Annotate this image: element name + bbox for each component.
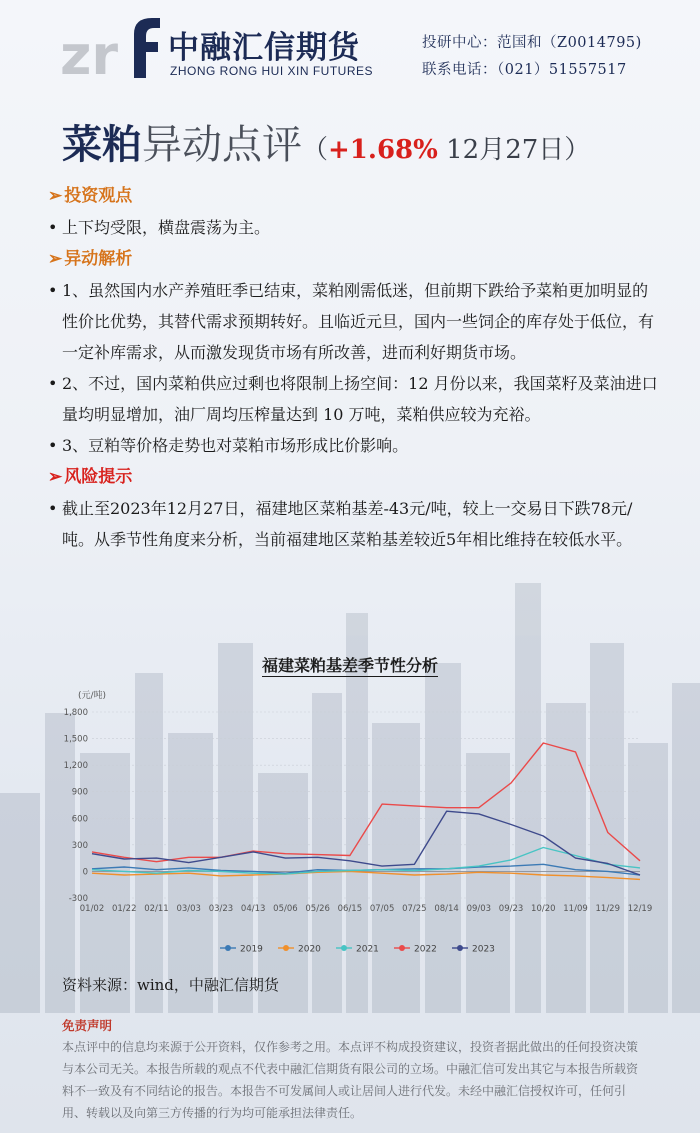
series-line-2023 [92, 811, 640, 875]
y-tick-label: 1,200 [63, 761, 88, 772]
x-tick-label: 01/22 [111, 904, 137, 914]
header [0, 0, 700, 95]
report-body [48, 180, 664, 555]
x-tick-label: 03/03 [176, 904, 201, 914]
x-tick-label: 09/03 [466, 904, 492, 914]
analysis-item-1: • 1、虽然国内水产养殖旺季已结束，菜粕刚需低迷，但前期下跌给予菜粕更加明显的性价比优势，其替代需求预期转好。且临近元旦，国内一些饲企的库存处于低位，有一定补库需求，从而激发现货市场有所改善，进而利好期货市场。 [48, 275, 664, 368]
legend-swatch-dot [341, 945, 347, 951]
risk-heading: ➢ 风险提示 [48, 467, 133, 487]
disclaimer-title: 免责声明 [62, 1018, 113, 1033]
y-tick-label: 300 [71, 840, 88, 851]
analysis-item-2: • 2、不过，国内菜粕供应过剩也将限制上扬空间：12 月份以来，我国菜籽及菜油进口量均明显增加，油厂周均压榨量达到 10 万吨，菜粕供应较为充裕。 [48, 368, 664, 430]
legend-label-2021: 2021 [356, 944, 379, 955]
y-tick-label: 900 [71, 787, 88, 798]
legend-label-2020: 2020 [298, 944, 321, 955]
x-tick-label: 04/13 [240, 904, 266, 914]
y-tick-label: 600 [71, 814, 88, 825]
legend-swatch-dot [399, 945, 405, 951]
company-name-en: ZHONG RONG HUI XIN FUTURES [170, 64, 374, 78]
analysis-item-3: • 3、豆粕等价格走势也对菜粕市场形成比价影响。 [48, 430, 664, 461]
view-item: • 上下均受限，横盘震荡为主。 [48, 212, 664, 243]
x-tick-label: 08/14 [434, 904, 459, 914]
title-date: 12月27日） [437, 135, 591, 165]
arrow-icon: ➢ [48, 249, 63, 269]
title-kind: 异动点评 [142, 122, 302, 168]
title-change: +1.68% [328, 135, 438, 165]
basis-seasonal-chart [58, 680, 653, 965]
zrf-logo-icon [60, 12, 160, 87]
analyst-line: 投研中心：范国和（Z0014795) [422, 35, 642, 51]
x-tick-label: 01/02 [79, 904, 105, 914]
legend-label-2023: 2023 [472, 944, 495, 955]
disclaimer-text: 本点评中的信息均来源于公开资料，仅作参考之用。本点评不构成投资建议，投资者据此做出的任何投资决策与本公司无关。本报告所载的观点不代表中融汇信期货有限公司的立场。中融汇信可发出其它与本报告所载资料不一致及有不同结论的报告。本报告不可发属间人或让居间人进行代发。未经中融汇信授权许可，任何引用、转载以及向第三方传播的行为均可能承担法律责任。 [62, 1040, 639, 1120]
contact-info [422, 30, 642, 84]
legend-swatch-dot [457, 945, 463, 951]
data-source: 资料来源：wind，中融汇信期货 [62, 976, 279, 994]
x-tick-label: 06/15 [337, 904, 363, 914]
risk-item: • 截止至2023年12月27日，福建地区菜粕基差-43元/吨，较上一交易日下跌78元/吨。从季节性角度来分析，当前福建地区菜粕基差较近5年相比维持在较低水平。 [48, 493, 664, 555]
y-tick-label: 1,800 [63, 708, 88, 718]
legend-label-2019: 2019 [240, 944, 263, 955]
x-tick-label: 05/26 [305, 904, 330, 914]
legend-swatch-dot [283, 945, 289, 951]
x-tick-label: 02/11 [144, 904, 169, 914]
view-heading: ➢ 投资观点 [48, 186, 133, 206]
y-tick-label: 0 [82, 867, 88, 878]
series-line-2020 [92, 871, 640, 879]
phone-line: 联系电话：（021）51557517 [422, 62, 627, 78]
series-line-2022 [92, 743, 640, 862]
chart-title: 福建菜粕基差季节性分析 [261, 656, 438, 675]
title-open-paren: （ [302, 135, 329, 165]
x-tick-label: 11/29 [595, 904, 621, 914]
page-title [62, 113, 590, 170]
title-product: 菜粕 [62, 121, 142, 168]
legend-label-2022: 2022 [414, 944, 437, 955]
y-axis-label: (元/吨) [78, 691, 107, 701]
y-tick-label: 1,500 [63, 734, 88, 745]
y-tick-label: -300 [68, 894, 88, 904]
x-tick-label: 05/06 [273, 904, 298, 914]
legend-swatch-dot [225, 945, 231, 951]
x-tick-label: 12/19 [627, 904, 653, 914]
x-tick-label: 11/09 [563, 904, 588, 914]
svg-text:zr: zr [60, 24, 119, 87]
x-tick-label: 07/25 [402, 904, 427, 914]
analysis-heading: ➢ 异动解析 [48, 249, 133, 269]
arrow-icon: ➢ [48, 186, 63, 206]
arrow-icon: ➢ [48, 467, 63, 487]
x-tick-label: 07/05 [369, 904, 395, 914]
x-tick-label: 03/23 [208, 904, 234, 914]
x-tick-label: 09/23 [498, 904, 524, 914]
company-name-cn: 中融汇信期货 [168, 30, 360, 66]
x-tick-label: 10/20 [531, 904, 556, 914]
